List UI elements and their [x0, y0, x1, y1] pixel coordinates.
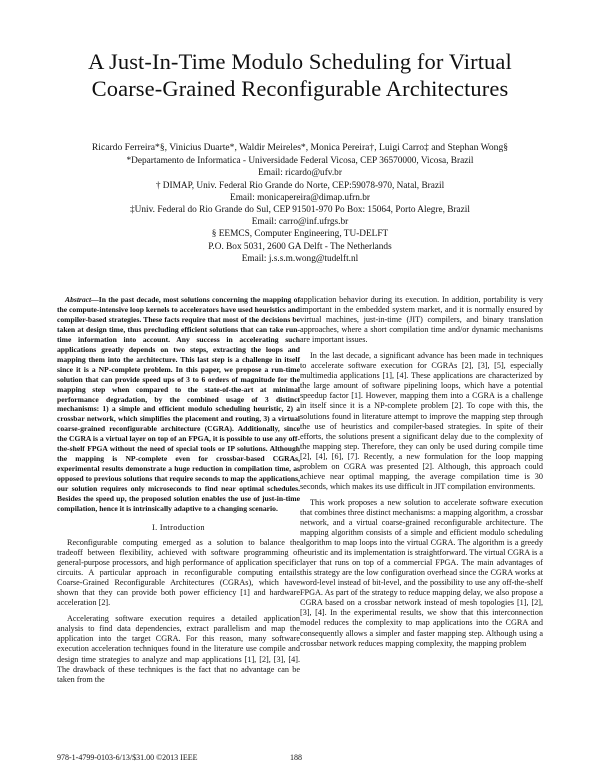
body-paragraph: This work proposes a new solution to accelerate software execution that combines three distinct mechanisms: a mapping algorithm, a crossbar network, and a virtual coarse-grained reconfigurable architecture. The mapping algorithm consists of a simple and efficient modulo scheduling algorithm to map loops into the virtual CGRA. The algorithm is a greedy heuristic and its implementation is straightforward. The virtual CGRA is a layer that runs on top of a commercial FPGA. The main advantages of this strategy are the low configuration overhead since the CGRA works at word-level instead of bit-level, and the possibility to use any off-the-shelf FPGA. As part of the strategy to reduce mapping delay, we also propose a CGRA based on a crossbar network instead of mesh topologies [1], [2], [3], [4]. In the experimental results, we show that this interconnection model reduces the complexity to map applications into the CGRA and consequently allows a simpler and faster mapping step. Although using a crossbar network reduces mapping complexity, the mapping problem	[300, 497, 543, 648]
copyright-notice: 978-1-4799-0103-6/13/$31.00 ©2013 IEEE	[57, 753, 198, 762]
affiliation-line: † DIMAP, Univ. Federal Rio Grande do Norte, CEP:59078-970, Natal, Brazil	[155, 180, 445, 191]
affiliation-line: P.O. Box 5031, 2600 GA Delft - The Netherlands	[208, 241, 392, 252]
body-paragraph: application behavior during its execution. In addition, portability is very important in the embedded system market, and it is normally ensured by virtual machines, just-in-time (JIT) compilers, and binary translation approaches, where a short compilation time and/or dynamic mechanisms are important issues.	[300, 295, 543, 345]
affiliation-email: Email: carro@inf.ufrgs.br	[251, 217, 349, 228]
paper-title	[0, 48, 600, 102]
body-paragraph: Accelerating software execution requires a detailed application analysis to find data dependencies, extract parallelism and map the application into the target CGRA. For this reason, many software execution acceleration techniques found in the literature use compile and design time strategies to analyze and map applications [1], [2], [3], [4]. The drawback of these techniques is the fact that no advantage can be taken from the	[57, 614, 300, 684]
body-paragraph: In the last decade, a significant advance has been made in techniques to accelerate software execution for CGRAs [2], [3], [5], especially multimedia applications [1], [4]. These applications are characterized by the large amount of software pipelining loops, which have a potential speedup factor [1]. However, mapping them into a CGRA is a challenge in itself since it is a NP-complete problem [2]. To cope with this, the solutions found in literature attempt to improve the mapping step through the use of heuristics and compiler-based strategies. In spite of their efforts, the solutions present a significant delay due to the complexity of the mapping step. Therefore, they can only be used during compile time [2], [4], [6], [7]. Recently, a new formulation for the loop mapping problem on CGRA was presented [2]. Although, this approach could achieve near optimal mapping, the average compilation time is 30 seconds, which makes its use difficult in JIT compilation environments.	[300, 351, 543, 491]
affiliation-line: *Departamento de Informatica - Universidade Federal Vicosa, CEP 36570000, Vicosa, Brazil	[126, 156, 474, 167]
title-line-1: A Just-In-Time Modulo Scheduling for Virtual	[88, 49, 512, 74]
title-line-2: Coarse-Grained Reconfigurable Architectures	[91, 76, 509, 101]
page-number: 188	[290, 753, 302, 762]
author-names: Ricardo Ferreira*§, Vinicius Duarte*, Waldir Meireles*, Monica Pereira†, Luigi Carro‡ and Stephan Wong§	[91, 142, 509, 153]
section-heading: I. Introduction	[152, 522, 205, 532]
right-column	[300, 295, 543, 655]
abstract-label: Abstract	[65, 295, 92, 304]
abstract	[57, 295, 300, 514]
affiliation-email: Email: j.s.s.m.wong@tudelft.nl	[241, 253, 359, 264]
affiliation-email: Email: ricardo@ufv.br	[258, 168, 342, 179]
affiliation-email: Email: monicapereira@dimap.ufrn.br	[230, 192, 370, 203]
affiliation-line: ‡Univ. Federal do Rio Grande do Sul, CEP 91501-970 Po Box: 15064, Porto Alegre, Brazil	[130, 205, 470, 216]
body-paragraph: Reconfigurable computing emerged as a solution to balance the tradeoff between flexibility, achieved with software programming of general-purpose processors, and high performance of application specific circuits. A particular approach in reconfigurable computing entails Coarse-Grained Reconfigurable Architectures (CGRAs), which have shown that they can provide both power efficiency [1] and hardware acceleration [2].	[57, 538, 300, 608]
author-block	[40, 142, 560, 265]
left-column	[57, 295, 300, 691]
abstract-text: —In the past decade, most solutions concerning the mapping of the compute-intensive loop kernels to accelerators have used heuristics and compiler-based strategies. These facts require that most of the decisions be taken at design time, thus precluding efficient solutions that can take run-time information into account. Any success in accelerating such applications greatly depends on two steps, extracting the loops and mapping them into the architecture. This last step is a challenge in itself since it is a NP-complete problem. In this paper, we propose a run-time solution that can provide speed ups of 3 to 6 orders of magnitude for the mapping step when compared to the state-of-the-art at minimal performance degradation, by the combined usage of 3 distinct mechanisms: 1) a simple and efficient modulo scheduling heuristic, 2) a crossbar network, which simplifies the placement and routing, 3) a virtual coarse-grained reconfigurable architecture (CGRA). Additionally, since the CGRA is a virtual layer on top of an FPGA, it is possible to use any off-the-shelf FPGA without the need of special tools or IP solutions. Although the mapping is NP-complete even for crossbar-based CGRAs, experimental results demonstrate a huge reduction in compilation time, as opposed to previous solutions that require seconds to map the applications, our solution requires only microseconds to find near optimal schedules. Besides the speed up, the proposed solution enables the use of just-in-time compilation, hence it is intrinsically adaptive to a changing scenario.	[57, 295, 300, 514]
affiliation-line: § EEMCS, Computer Engineering, TU-DELFT	[211, 229, 389, 240]
